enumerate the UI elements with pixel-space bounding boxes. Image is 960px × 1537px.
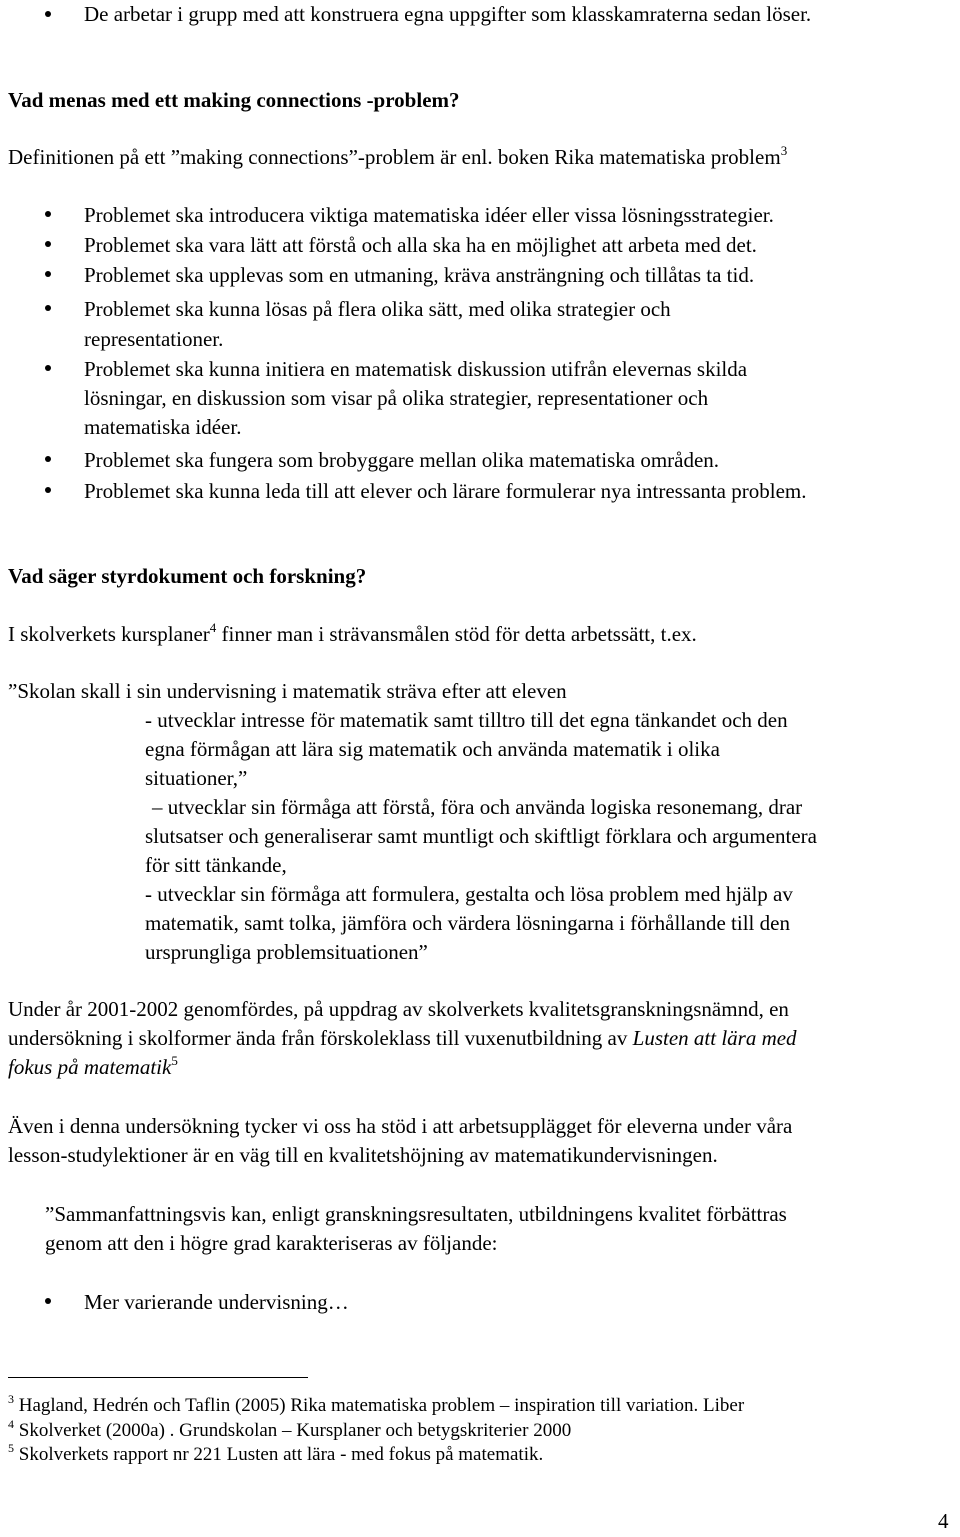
bullet-icon xyxy=(45,456,51,462)
list-item: De arbetar i grupp med att konstruera egna uppgifter som klasskamraterna sedan löser. xyxy=(84,2,812,26)
footnote-divider xyxy=(8,1377,308,1378)
footnote xyxy=(8,1392,745,1416)
footnote-text: Skolverket (2000a) . Grundskolan – Kursplaner och betygskriterier 2000 xyxy=(18,1420,572,1441)
kursplan-paragraph xyxy=(8,620,697,646)
paragraph-text: undersökning i skolformer ända från förskoleklass till vuxenutbildning av xyxy=(8,1026,633,1050)
paragraph-line xyxy=(8,1028,797,1049)
list-item-continued: representationer. xyxy=(84,327,224,351)
bullet-icon xyxy=(45,271,51,277)
bullet-icon xyxy=(45,1298,51,1304)
bullet-icon xyxy=(45,305,51,311)
quote-line: ”Sammanfattningsvis kan, enligt granskningsresultaten, utbildningens kvalitet förbättras xyxy=(45,1202,787,1226)
list-item: Mer varierande undervisning… xyxy=(84,1290,349,1314)
bullet-icon xyxy=(45,487,51,493)
list-item: Problemet ska kunna lösas på flera olika sätt, med olika strategier och xyxy=(84,297,671,321)
quote-line: - utvecklar intresse för matematik samt tilltro till det egna tänkandet och den xyxy=(145,708,788,732)
footnote-ref: 3 xyxy=(780,143,788,158)
list-item: Problemet ska kunna leda till att elever och lärare formulerar nya intressanta problem. xyxy=(84,479,807,503)
paragraph-line xyxy=(8,1053,178,1079)
list-item-continued: matematiska idéer. xyxy=(84,415,242,439)
report-title: Lusten att lära med xyxy=(632,1026,797,1050)
paragraph-line: Under år 2001-2002 genomfördes, på uppdrag av skolverkets kvalitetsgranskningsnämnd, en xyxy=(8,997,789,1021)
quote-line: - utvecklar sin förmåga att formulera, gestalta och lösa problem med hjälp av xyxy=(145,882,793,906)
footnote-text: Skolverkets rapport nr 221 Lusten att lära - med fokus på matematik. xyxy=(18,1444,544,1465)
bullet-icon xyxy=(45,365,51,371)
list-item: Problemet ska vara lätt att förstå och alla ska ha en möjlighet att arbeta med det. xyxy=(84,233,757,257)
quote-line: slutsatser och generaliserar samt muntligt och skiftligt förklara och argumentera xyxy=(145,824,817,848)
quote-line: – utvecklar sin förmåga att förstå, föra och använda logiska resonemang, drar xyxy=(152,795,803,819)
bullet-icon xyxy=(45,11,51,17)
kursplan-text-cont: finner man i strävansmålen stöd för detta arbetssätt, t.ex. xyxy=(216,622,697,646)
quote-line: genom att den i högre grad karakteriseras av följande: xyxy=(45,1231,498,1255)
footnote xyxy=(8,1441,544,1465)
quote-line: matematik, samt tolka, jämföra och värdera lösningarna i förhållande till den xyxy=(145,911,790,935)
definition-paragraph xyxy=(8,143,788,169)
list-item: Problemet ska introducera viktiga matematiska idéer eller vissa lösningsstrategier. xyxy=(84,203,774,227)
list-item: Problemet ska upplevas som en utmaning, kräva ansträngning och tillåtas ta tid. xyxy=(84,263,755,287)
footnote-number: 3 xyxy=(8,1392,14,1406)
quote-line: ursprungliga problemsituationen” xyxy=(145,940,428,964)
section-heading: Vad säger styrdokument och forskning? xyxy=(8,564,367,588)
page-number: 4 xyxy=(938,1509,949,1533)
footnote-text: Hagland, Hedrén och Taflin (2005) Rika matematiska problem – inspiration till variation. Liber xyxy=(18,1395,745,1416)
footnote xyxy=(8,1417,572,1441)
list-item: Problemet ska kunna initiera en matematisk diskussion utifrån elevernas skilda xyxy=(84,357,748,381)
quote-line: för sitt tänkande, xyxy=(145,853,287,877)
footnote-ref: 4 xyxy=(209,620,217,635)
footnote-number: 4 xyxy=(8,1417,14,1431)
list-item-continued: lösningar, en diskussion som visar på olika strategier, representationer och xyxy=(84,386,709,410)
bullet-icon xyxy=(45,241,51,247)
kursplan-text: I skolverkets kursplaner xyxy=(8,622,210,646)
definition-text: Definitionen på ett ”making connections”-problem är enl. boken Rika matematiska problem xyxy=(8,145,781,169)
quote-intro: ”Skolan skall i sin undervisning i matematik sträva efter att eleven xyxy=(8,679,567,703)
report-title-cont: fokus på matematik xyxy=(8,1055,172,1079)
list-item: Problemet ska fungera som brobyggare mellan olika matematiska områden. xyxy=(84,448,720,472)
footnote-number: 5 xyxy=(8,1441,14,1455)
quote-line: situationer,” xyxy=(145,766,248,790)
quote-line: egna förmågan att lära sig matematik och använda matematik i olika xyxy=(145,737,720,761)
paragraph-line: lesson-studylektioner är en väg till en kvalitetshöjning av matematikundervisningen. xyxy=(8,1143,718,1167)
section-heading: Vad menas med ett making connections -problem? xyxy=(8,88,460,112)
bullet-icon xyxy=(45,211,51,217)
footnote-ref: 5 xyxy=(171,1053,178,1068)
paragraph-line: Även i denna undersökning tycker vi oss ha stöd i att arbetsupplägget för eleverna under våra xyxy=(8,1114,793,1138)
